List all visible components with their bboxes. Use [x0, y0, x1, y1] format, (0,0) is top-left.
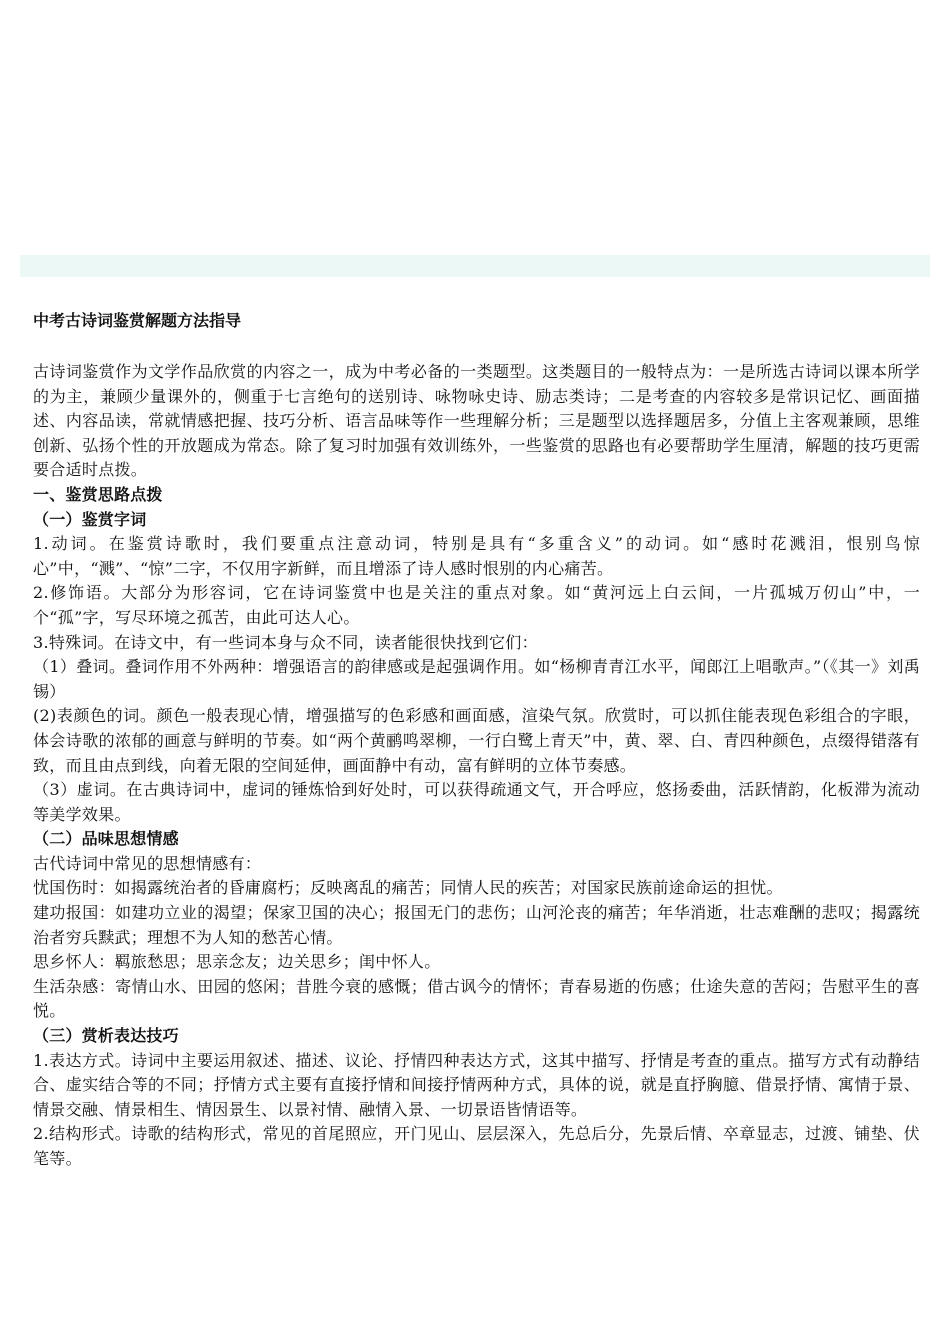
- paragraph: 思乡怀人：羁旅愁思；思亲念友；边关思乡；闺中怀人。: [33, 952, 441, 972]
- paragraph: 1.表达方式。诗词中主要运用叙述、描述、议论、抒情四种表达方式，这其中描写、抒情是考查的重点。描写方式有动静结合、虚实结合等的不同；抒情方式主要有直接抒情和间接抒情两种方式，具体的说，就是直抒胸臆、借景抒情、寓情于景、情景交融、情景相生、情因景生、以景衬情、融情入景、一切景语皆情语等。: [33, 1050, 920, 1119]
- document-title: 中考古诗词鉴赏解题方法指导: [33, 311, 242, 330]
- paragraph: （3）虚词。在古典诗词中，虚词的锤炼恰到好处时，可以获得疏通文气，开合呼应，悠扬委曲，活跃情韵，化板滞为流动等美学效果。: [33, 780, 920, 824]
- subsection-heading: （一）鉴赏字词: [33, 509, 147, 529]
- intro-paragraph: 古诗词鉴赏作为文学作品欣赏的内容之一，成为中考必备的一类题型。这类题目的一般特点为：一是所选古诗词以课本所学的为主，兼顾少量课外的，侧重于七言绝句的送别诗、咏物咏史诗、励志类诗；二是考查的内容较多是常识记忆、画面描述、内容品读，常就情感把握、技巧分析、语言品味等作一些理解分析；三是题型以选择题居多，分值上主客观兼顾，思维创新、弘扬个性的开放题成为常态。除了复习时加强有效训练外，一些鉴赏的思路也有必要帮助学生厘清，解题的技巧更需要合适时点拨。: [33, 362, 920, 480]
- paragraph: 2.修饰语。大部分为形容词，它在诗词鉴赏中也是关注的重点对象。如“黄河远上白云间，一片孤城万仞山”中，一个“孤”字，写尽环境之孤苦，由此可达人心。: [33, 583, 920, 627]
- paragraph: 生活杂感：寄情山水、田园的悠闲；昔胜今衰的感慨；借古讽今的情怀；青春易逝的伤感；仕途失意的苦闷；告慰平生的喜悦。: [33, 976, 920, 1021]
- paragraph: 3.特殊词。在诗文中，有一些词本身与众不同，读者能很快找到它们：: [33, 632, 538, 652]
- paragraph: 建功报国：如建功立业的渴望；保家卫国的决心；报国无门的悲伤；山河沦丧的痛苦；年华消逝，壮志难酬的悲叹；揭露统治者穷兵黩武；理想不为人知的愁苦心情。: [33, 903, 920, 947]
- paragraph: （1）叠词。叠词作用不外两种：增强语言的韵律感或是起强调作用。如“杨柳青青江水平，闻郎江上唱歌声。”（《其一》刘禹锡）: [33, 657, 920, 701]
- paragraph: (2)表颜色的词。颜色一般表现心情，增强描写的色彩感和画面感，渲染气氛。欣赏时，可以抓住能表现色彩组合的字眼，体会诗歌的浓郁的画意与鲜明的节奏。如“两个黄鹂鸣翠柳，一行白鹭上青天”中，黄、翠、白、青四种颜色，点缀得错落有致，而且由点到线，向着无限的空间延伸，画面静中有动，富有鲜明的立体节奏感。: [33, 706, 920, 775]
- paragraph: 2.结构形式。诗歌的结构形式，常见的首尾照应，开门见山、层层深入，先总后分，先景后情、卒章显志，过渡、铺垫、伏笔等。: [33, 1124, 920, 1168]
- section-heading: 一、鉴赏思路点拨: [33, 484, 163, 504]
- subsection-heading: （二）品味思想情感: [33, 829, 179, 849]
- paragraph: 1.动词。在鉴赏诗歌时，我们要重点注意动词，特别是具有“多重含义”的动词。如“感时花溅泪，恨别鸟惊心”中，“溅”、“惊”二字，不仅用字新鲜，而且增添了诗人感时恨别的内心痛苦。: [33, 534, 920, 578]
- document-body: [33, 308, 920, 1172]
- paragraph: 古代诗词中常见的思想情感有：: [33, 853, 262, 873]
- paragraph: 忧国伤时：如揭露统治者的昏庸腐朽；反映离乱的痛苦；同情人民的疾苦；对国家民族前途命运的担忧。: [33, 878, 783, 898]
- top-banner-strip: [20, 255, 930, 277]
- subsection-heading: （三）赏析表达技巧: [33, 1026, 179, 1046]
- title-spacer: [33, 334, 920, 360]
